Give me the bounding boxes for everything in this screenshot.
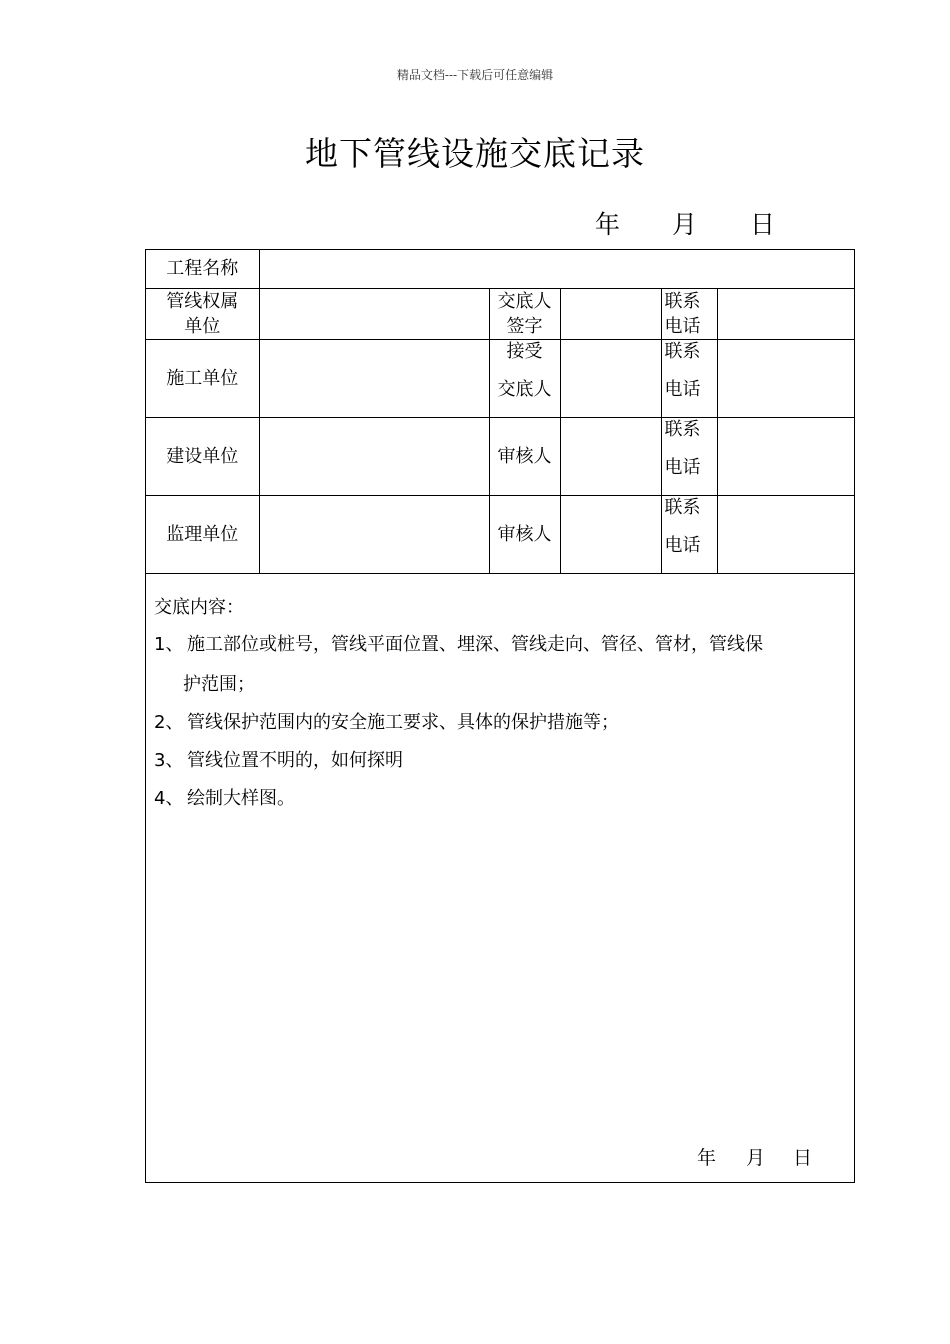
construction-unit-label: 施工单位 bbox=[146, 339, 259, 417]
item-1-number: 1、 bbox=[154, 634, 184, 655]
owner-phone-label bbox=[661, 288, 717, 339]
info-table bbox=[146, 250, 854, 574]
owner-unit-label bbox=[146, 288, 259, 339]
phone-label-line2: 电话 bbox=[664, 534, 701, 556]
construction-unit-field[interactable] bbox=[259, 339, 489, 417]
builder-unit-label: 建设单位 bbox=[146, 417, 259, 495]
construction-row bbox=[146, 339, 854, 417]
phone-label-line2: 电话 bbox=[664, 315, 701, 337]
project-name-field[interactable] bbox=[259, 250, 854, 288]
construction-phone-label bbox=[661, 339, 717, 417]
bottom-date-day-label: 日 bbox=[793, 1147, 813, 1169]
builder-reviewer-field[interactable] bbox=[560, 417, 661, 495]
owner-label-line1: 管线权属 bbox=[166, 290, 239, 312]
item-2-text: 管线保护范围内的安全施工要求、具体的保护措施等； bbox=[187, 712, 619, 733]
item-3-number: 3、 bbox=[154, 750, 184, 771]
briefer-label-line2: 签字 bbox=[506, 315, 543, 337]
content-heading: 交底内容： bbox=[154, 597, 244, 618]
supervisor-phone-label bbox=[661, 495, 717, 573]
builder-reviewer-label: 审核人 bbox=[489, 417, 560, 495]
owner-unit-field[interactable] bbox=[259, 288, 489, 339]
phone-label-line1: 联系 bbox=[664, 496, 701, 518]
supervisor-reviewer-field[interactable] bbox=[560, 495, 661, 573]
construction-phone-field[interactable] bbox=[717, 339, 854, 417]
supervisor-phone-field[interactable] bbox=[717, 495, 854, 573]
project-name-label: 工程名称 bbox=[146, 250, 259, 288]
phone-label-line1: 联系 bbox=[664, 418, 701, 440]
item-3-text: 管线位置不明的，如何探明 bbox=[187, 750, 403, 771]
receiver-field[interactable] bbox=[560, 339, 661, 417]
briefer-signature-label bbox=[489, 288, 560, 339]
item-4-text: 绘制大样图。 bbox=[187, 788, 295, 809]
item-2-number: 2、 bbox=[154, 712, 184, 733]
item-4-number: 4、 bbox=[154, 788, 184, 809]
owner-phone-field[interactable] bbox=[717, 288, 854, 339]
bottom-date-month-label: 月 bbox=[746, 1147, 766, 1169]
project-name-row bbox=[146, 250, 854, 288]
builder-phone-label bbox=[661, 417, 717, 495]
receiver-label-line1: 接受 bbox=[506, 340, 543, 362]
builder-row bbox=[146, 417, 854, 495]
item-1-text-line1: 施工部位或桩号，管线平面位置、埋深、管线走向、管径、管材，管线保 bbox=[187, 634, 763, 655]
date-month-label: 月 bbox=[672, 210, 698, 239]
page-title: 地下管线设施交底记录 bbox=[305, 134, 645, 173]
date-year-label: 年 bbox=[595, 210, 621, 239]
briefer-signature-field[interactable] bbox=[560, 288, 661, 339]
builder-unit-field[interactable] bbox=[259, 417, 489, 495]
handover-content-section[interactable] bbox=[145, 571, 853, 1181]
date-day-label: 日 bbox=[750, 210, 776, 239]
owner-row bbox=[146, 288, 854, 339]
phone-label-line2: 电话 bbox=[664, 456, 701, 478]
briefer-label-line1: 交底人 bbox=[497, 290, 552, 312]
supervisor-row bbox=[146, 495, 854, 573]
receiver-label bbox=[489, 339, 560, 417]
owner-label-line2: 单位 bbox=[184, 315, 221, 337]
receiver-label-line2: 交底人 bbox=[497, 378, 552, 400]
phone-label-line2: 电话 bbox=[664, 378, 701, 400]
supervisor-unit-label: 监理单位 bbox=[146, 495, 259, 573]
bottom-date-year-label: 年 bbox=[697, 1147, 717, 1169]
item-1-text-line2: 护范围； bbox=[183, 674, 255, 695]
supervisor-reviewer-label: 审核人 bbox=[489, 495, 560, 573]
phone-label-line1: 联系 bbox=[664, 290, 701, 312]
header-note: 精品文档---下载后可任意编辑 bbox=[396, 68, 554, 82]
supervisor-unit-field[interactable] bbox=[259, 495, 489, 573]
builder-phone-field[interactable] bbox=[717, 417, 854, 495]
phone-label-line1: 联系 bbox=[664, 340, 701, 362]
